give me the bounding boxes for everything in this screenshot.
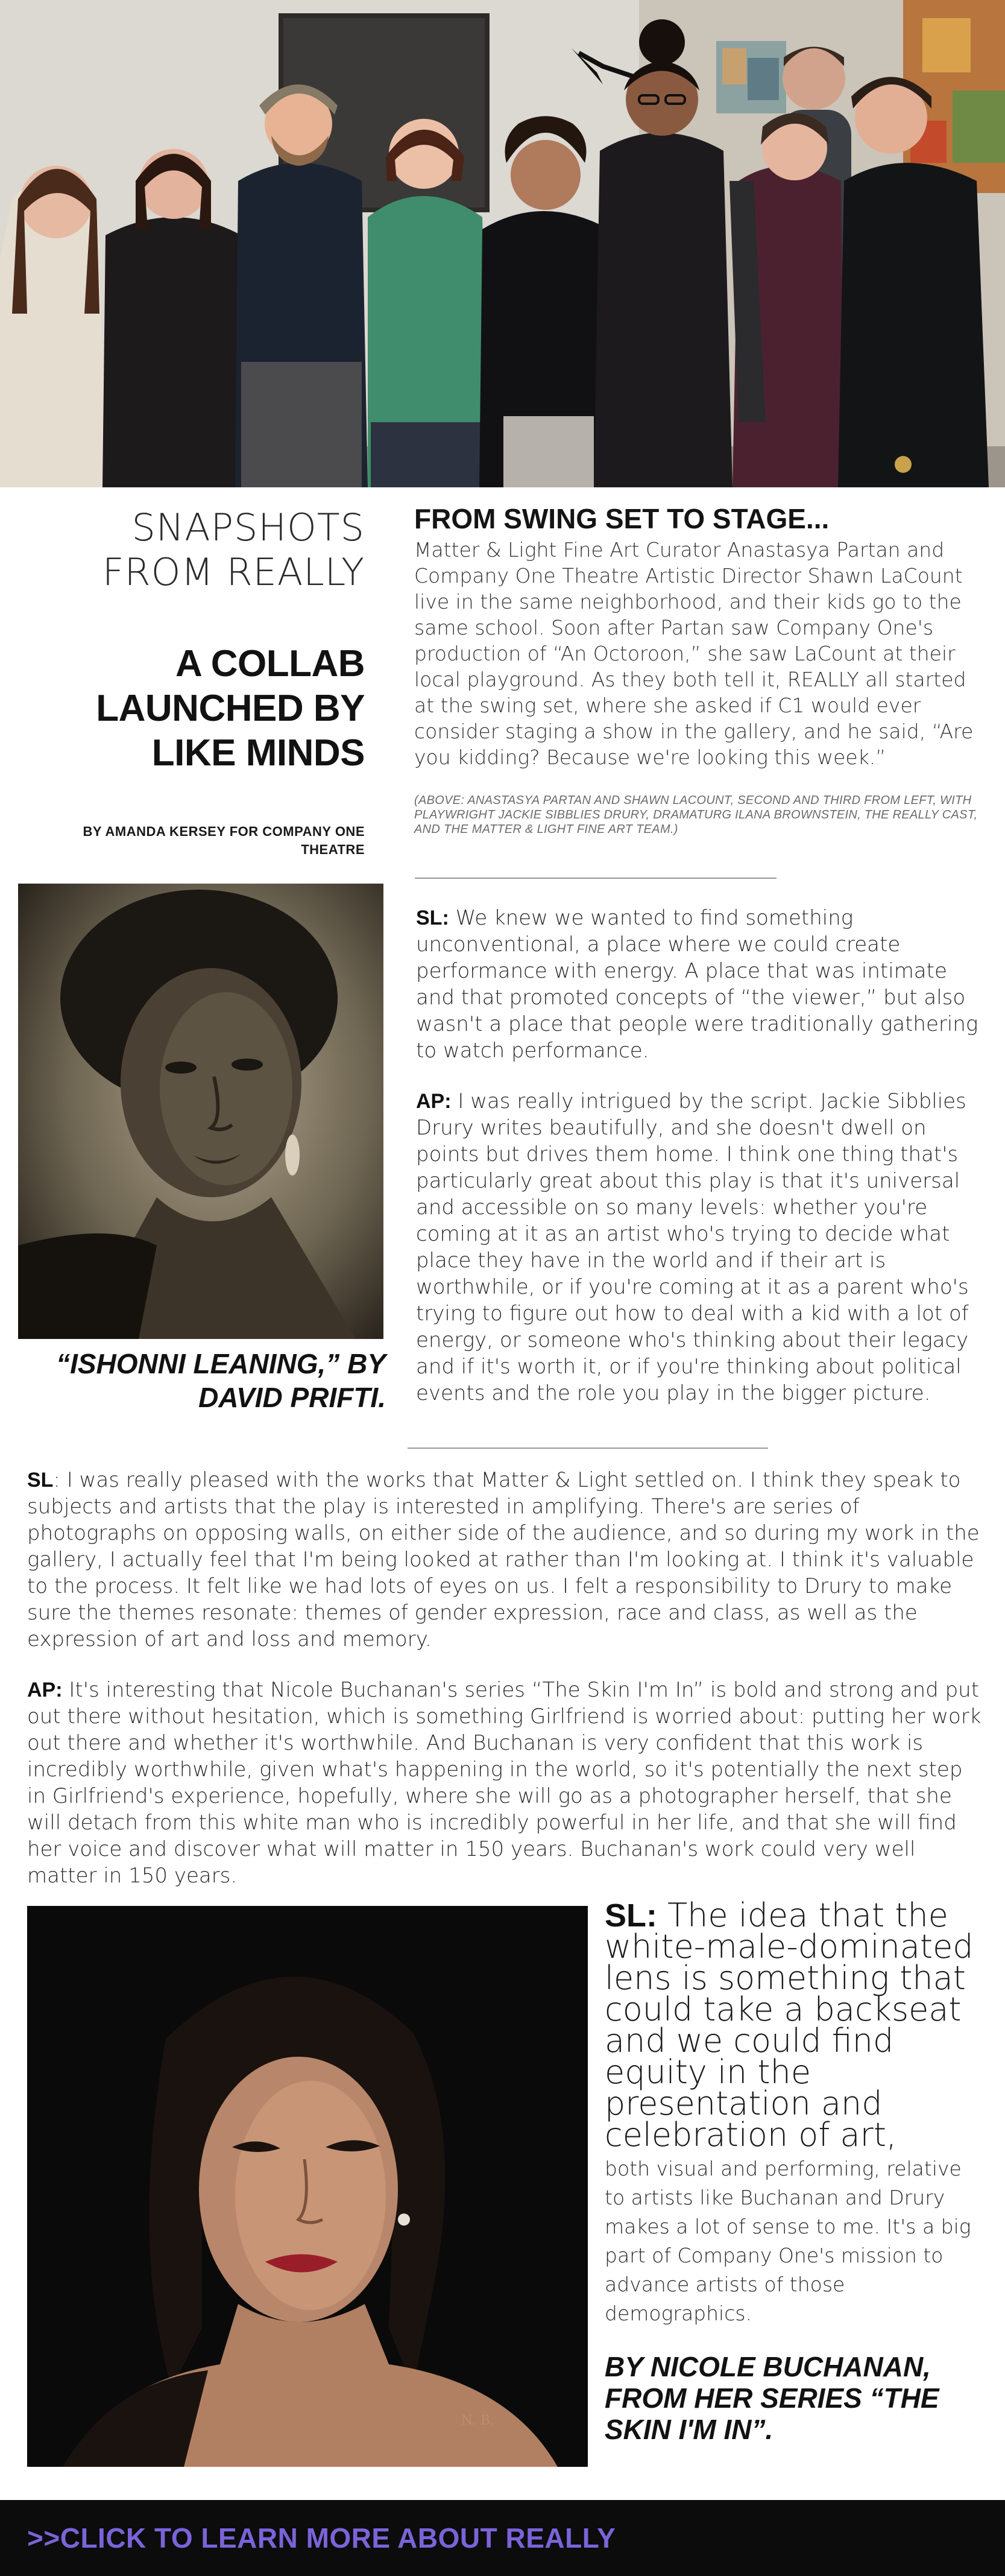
interview-block-2 bbox=[27, 1467, 986, 1913]
svg-text:N. B.: N. B. bbox=[461, 2413, 494, 2428]
section-heading: FROM SWING SET TO STAGE... bbox=[414, 503, 830, 534]
pull-quote-small: both visual and performing, relative to artists like Buchanan and Drury makes a lot of sense to me. It's a big part of Company One's mission to advance artists of those demographics. bbox=[605, 2157, 971, 2325]
portrait-ishonni-leaning bbox=[18, 884, 383, 1339]
pull-quote-large-text: The idea that the white-male-dominated lens is something that could take a backseat and we could find equity in the presentation and celebration of art, bbox=[605, 1896, 974, 2154]
learn-more-link[interactable]: >>CLICK TO LEARN MORE ABOUT REALLY bbox=[27, 2522, 616, 2554]
pull-quote-large bbox=[605, 1896, 997, 2154]
group-photo-illustration bbox=[0, 0, 1005, 487]
tintype-portrait-image bbox=[18, 884, 383, 1339]
article-byline: BY AMANDA KERSEY FOR COMPANY ONE THEATRE bbox=[83, 824, 365, 857]
pull-quote-block bbox=[605, 1896, 997, 2445]
portrait-photo-image bbox=[27, 1906, 588, 2467]
speaker-label: AP: bbox=[27, 1679, 63, 1701]
answer-text: I was really intrigued by the script. Jackie Sibblies Drury writes beautifully, and she doesn't dwell on points but drives them home. I think one thing that's particularly great about this play is that it's universal and accessible on so many levels: whether you're coming at it as an artist who's trying to decide what place they have in the world and if their art is worthwhile, or if you're coming at it as a parent who's trying to figure out how to deal with a kid with a lot of energy, or someone who's thinking about their legacy and if it's worth it, or if you're thinking about political events and the role you play in the bigger picture. bbox=[416, 1089, 969, 1405]
speaker-label: SL: bbox=[605, 1897, 657, 1934]
intro-paragraph: Matter & Light Fine Art Curator Anastasya Partan and Company One Theatre Artistic Director Shawn LaCount live in the same neighborhood, and their kids go to the same school. Soon after Partan saw Company One's production of “An Octoroon,” she saw LaCount at their local playground. As they both tell it, REALLY all started at the swing set, where she asked if C1 would ever consider staging a show in the gallery, and he said, “Are you kidding? Because we're looking this week.” bbox=[414, 538, 974, 769]
interview-answer-sl bbox=[27, 1467, 986, 1653]
portrait-skin-im-in bbox=[27, 1906, 588, 2467]
speaker-label: SL bbox=[27, 1469, 54, 1492]
answer-text: We knew we wanted to find something unconventional, a place where we could create performance with energy. A place that was intimate and that promoted concepts of “the viewer,” but also wasn't a place that people were traditionally gathering to watch performance. bbox=[416, 906, 978, 1063]
interview-answer-sl bbox=[416, 905, 983, 1064]
divider bbox=[415, 878, 777, 879]
answer-text: : I was really pleased with the works that Matter & Light settled on. I think they speak to subjects and artists that the play is interested in amplifying. There's are series of photographs on opposing walls, on either side of the audience, and so during my work in the gallery, I actually feel that I'm being looked at rather than I'm looking at. I think it's valuable to the process. It felt like we had lots of eyes on us. I felt a responsibility to Drury to make sure the themes resonate: themes of gender expression, race and class, as well as the expression of art and loss and memory. bbox=[27, 1468, 980, 1651]
interview-answer-ap bbox=[27, 1677, 986, 1889]
series-title: SNAPSHOTS FROM REALLY bbox=[102, 505, 365, 594]
cta-bar bbox=[0, 2500, 1005, 2576]
interview-block-1 bbox=[416, 905, 983, 1431]
photo-caption: (ABOVE: ANASTASYA PARTAN AND SHAWN LACOUNT, SECOND AND THIRD FROM LEFT, WITH PLAYWRIGHT JACKIE SIBBLIES DRURY, DRAMATURG ILANA BROWNSTEIN, THE REALLY CAST, AND THE MATTER & LIGHT FINE ART TEAM.) bbox=[414, 794, 978, 836]
interview-answer-ap bbox=[416, 1088, 983, 1407]
intro-title-block bbox=[24, 505, 365, 859]
portrait-1-credit: “ISHONNI LEANING,” BY DAVID PRIFTI. bbox=[56, 1348, 386, 1413]
portrait-2-credit: BY NICOLE BUCHANAN, FROM HER SERIES “THE SKIN I'M IN”. bbox=[605, 2351, 939, 2445]
divider bbox=[408, 1448, 768, 1449]
speaker-label: SL: bbox=[416, 907, 449, 929]
intro-text-block bbox=[414, 502, 987, 837]
answer-text: It's interesting that Nicole Buchanan's series “The Skin I'm In” is bold and strong and put out there without hesitation, which is something Girlfriend is worried about: putting her work out there and whether it's worthwhile. And Buchanan is very confident that this work is incredibly worthwhile, given what's happening in the world, so it's potentially the next step in Girlfriend's experience, hopefully, where she will go as a photographer herself, that she will detach from this white man who is incredibly powerful in her life, and that she will find her voice and discover what will matter in 150 years. Buchanan's work could very well matter in 150 years. bbox=[27, 1678, 981, 1888]
hero-group-photo bbox=[0, 0, 1005, 487]
speaker-label: AP: bbox=[416, 1090, 452, 1113]
article-headline: A COLLAB LAUNCHED BY LIKE MINDS bbox=[96, 643, 365, 774]
